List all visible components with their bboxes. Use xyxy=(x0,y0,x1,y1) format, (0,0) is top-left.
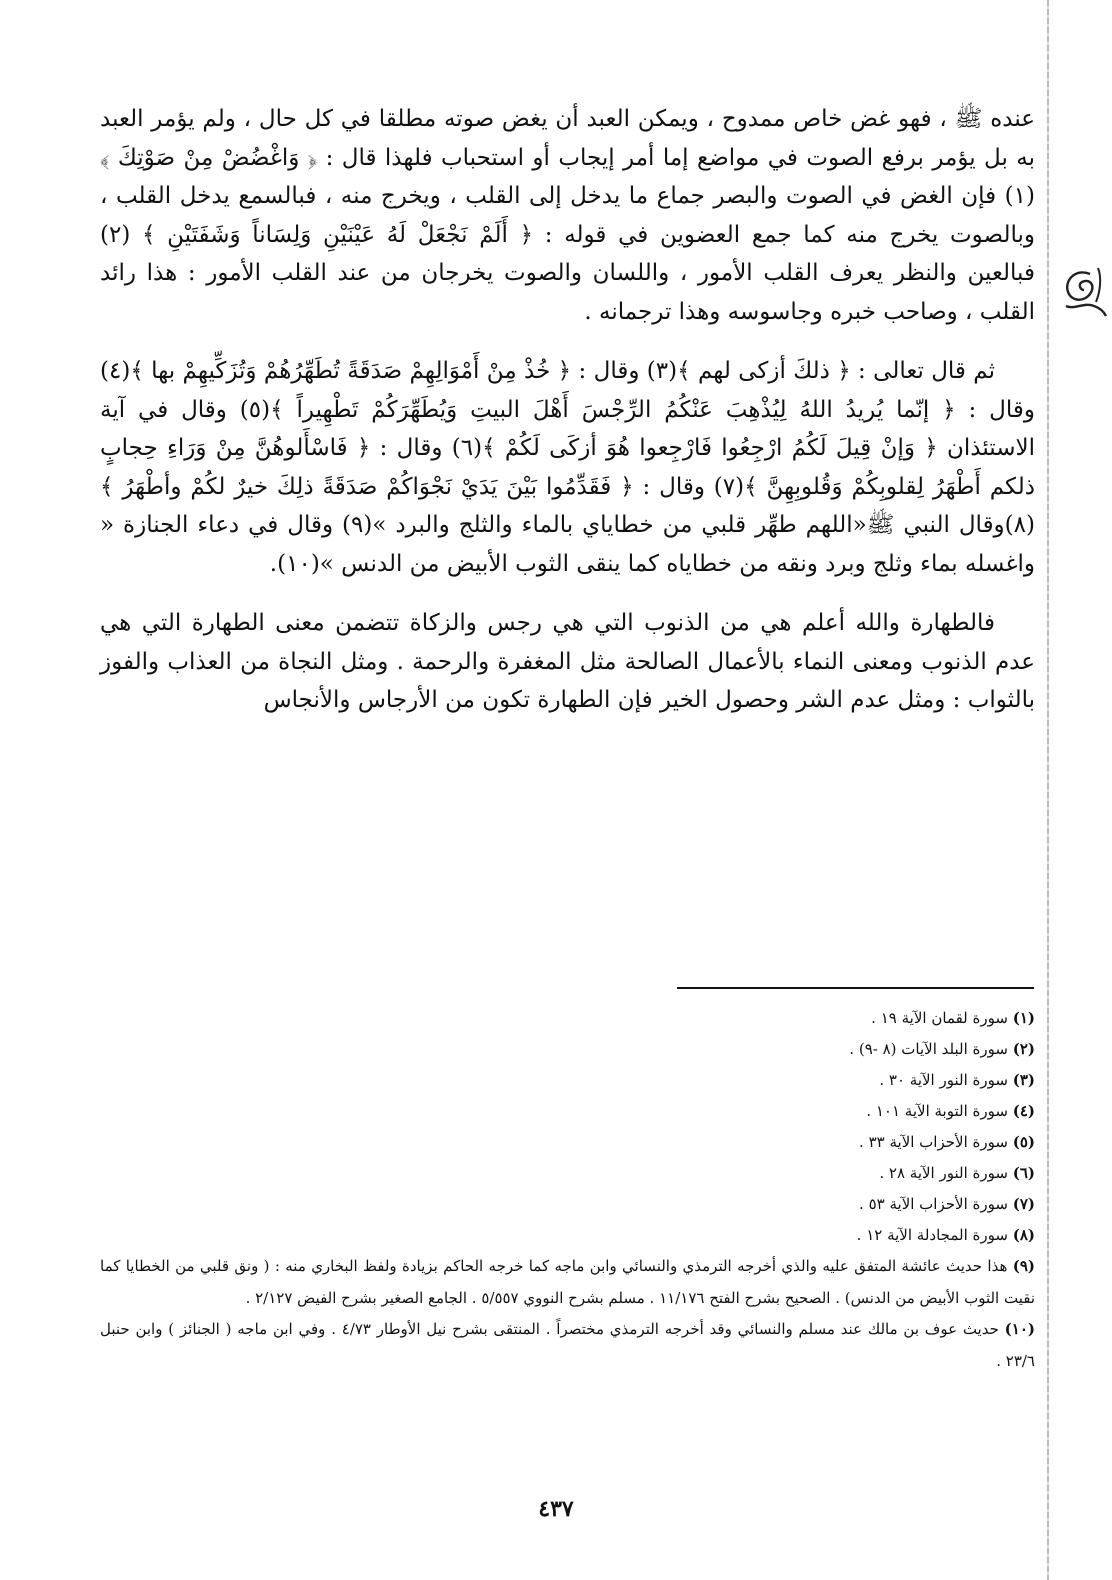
footnote-separator xyxy=(677,987,1034,989)
footnote-number: (٦) xyxy=(1012,1164,1035,1182)
main-text xyxy=(100,100,1035,720)
binding-edge-rule xyxy=(1047,0,1049,1580)
footnote-text: حديث عوف بن مالك عند مسلم والنسائي وقد أخرجه الترمذي مختصراً . المنتقى بشرح نيل الأوطار ٤/٧٣ . وفي ابن ماجه ( الجنائز ) وابن حنبل ٢٣/٦ . xyxy=(100,1320,1035,1370)
footnote-text: سورة النور الآية ٣٠ . xyxy=(879,1071,1008,1089)
footnote-text: سورة لقمان الآية ١٩ . xyxy=(871,1009,1008,1027)
paragraph: فالطهارة والله أعلم هي من الذنوب التي هي رجس والزكاة تتضمن معنى الطهارة التي هي عدم الذنوب ومعنى النماء بالأعمال الصالحة مثل المغفرة والرحمة . ومثل النجاة من العذاب والفوز بالثواب : ومثل عدم الشر وحصول الخير فإن الطهارة تكون من الأرجاس والأنجاس xyxy=(100,610,1035,713)
footnote-text: سورة الأحزاب الآية ٥٣ . xyxy=(859,1195,1008,1213)
footnote-number: (٣) xyxy=(1012,1071,1035,1089)
page-number: ٤٣٧ xyxy=(538,1496,574,1522)
handwritten-margin-note-icon xyxy=(1060,262,1108,322)
footnotes xyxy=(100,1003,1035,1377)
footnote xyxy=(100,1220,1035,1251)
footnote xyxy=(100,1314,1035,1377)
footnote-number: (٨) xyxy=(1012,1226,1035,1244)
footnote xyxy=(100,1065,1035,1096)
footnote xyxy=(100,1034,1035,1065)
footnote-text: سورة الأحزاب الآية ٣٣ . xyxy=(859,1133,1008,1151)
footnote-number: (١٠) xyxy=(1004,1320,1035,1338)
footnote-text: هذا حديث عائشة المتفق عليه والذي أخرجه الترمذي والنسائي وابن ماجه كما خرجه الحاكم بزيادة ولفظ البخاري منه : ( ونق قلبي من الخطايا كما نقيت الثوب الأبيض من الدنس) . الصحيح بشرح الفتح ١١/١٧٦ . مسلم بشرح النووي ٥/٥٥٧ . الجامع الصغير بشرح الفيض ٢/١٢٧ . xyxy=(100,1257,1035,1307)
footnote-text: سورة النور الآية ٢٨ . xyxy=(879,1164,1008,1182)
footnote-number: (٩) xyxy=(1012,1257,1035,1275)
footnote-number: (٥) xyxy=(1012,1133,1035,1151)
footnote-text: سورة التوبة الآية ١٠١ . xyxy=(866,1102,1008,1120)
footnote-text: سورة البلد الآيات (٨ -٩) . xyxy=(849,1040,1008,1058)
paragraph: ثم قال تعالى : ﴿ ذلكَ أزكى لهم ﴾(٣) وقال : ﴿ خُذْ مِنْ أَمْوَالِهِمْ صَدَقَةً تُطَهِّرُهُمْ وَتُزَكِّيهِمْ بها ﴾(٤) وقال : ﴿ إنّما يُريدُ اللهُ لِيُذْهِبَ عَنْكُمُ الرِّجْسَ أَهْلَ البيتِ وَيُطَهِّرَكُمْ تَطْهِيراً ﴾(٥) وقال في آية الاستئذان ﴿ وَإنْ قِيلَ لَكُمُ ارْجِعُوا فَارْجِعوا هُوَ أزكَى لَكُمْ ﴾(٦) وقال : ﴿ فَاسْأَلوهُنَّ مِنْ وَرَاءِ حِجابٍ ذلكم أَطْهَرُ لِقلوبِكُمْ وَقُلوبِهِنَّ ﴾(٧) وقال : ﴿ فَقَدِّمُوا بَيْنَ يَدَيْ نَجْوَاكُمْ صَدَقَةً ذلِكَ خيرٌ لكُمْ وأطْهَرُ ﴾(٨)وقال النبي ﷺ«اللهم طهِّر قلبي من خطاياي بالماء والثلج والبرد »(٩) وقال في دعاء الجنازة « واغسله بماء وثلج وبرد ونقه من خطاياه كما ينقى الثوب الأبيض من الدنس »(١٠). xyxy=(100,358,1035,577)
footnote xyxy=(100,1096,1035,1127)
footnote-number: (١) xyxy=(1012,1009,1035,1027)
footnote-number: (٢) xyxy=(1012,1040,1035,1058)
footnote xyxy=(100,1189,1035,1220)
footnote xyxy=(100,1003,1035,1034)
footnote xyxy=(100,1158,1035,1189)
paragraph: عنده ﷺ ، فهو غض خاص ممدوح ، ويمكن العبد أن يغض صوته مطلقا في كل حال ، ولم يؤمر العبد به بل يؤمر برفع الصوت في مواضع إما أمر إيجاب أو استحباب فلهذا قال : ﴿ وَاغْضُضْ مِنْ صَوْتِكَ ﴾ (١) فإن الغض في الصوت والبصر جماع ما يدخل إلى القلب ، ويخرج منه ، فبالسمع يدخل القلب ، وبالصوت يخرج منه كما جمع العضوين في قوله : ﴿ أَلَمْ نَجْعَلْ لَهُ عَيْنَيْنِ وَلِسَاناً وَشَفَتَيْنِ ﴾ (٢) فبالعين والنظر يعرف القلب الأمور ، واللسان والصوت يخرجان من عند القلب الأمور : هذا رائد القلب ، وصاحب خبره وجاسوسه وهذا ترجمانه . xyxy=(100,106,1035,325)
footnote xyxy=(100,1127,1035,1158)
footnote xyxy=(100,1251,1035,1314)
footnote-number: (٤) xyxy=(1012,1102,1035,1120)
footnote-text: سورة المجادلة الآية ١٢ . xyxy=(856,1226,1008,1244)
footnote-number: (٧) xyxy=(1012,1195,1035,1213)
